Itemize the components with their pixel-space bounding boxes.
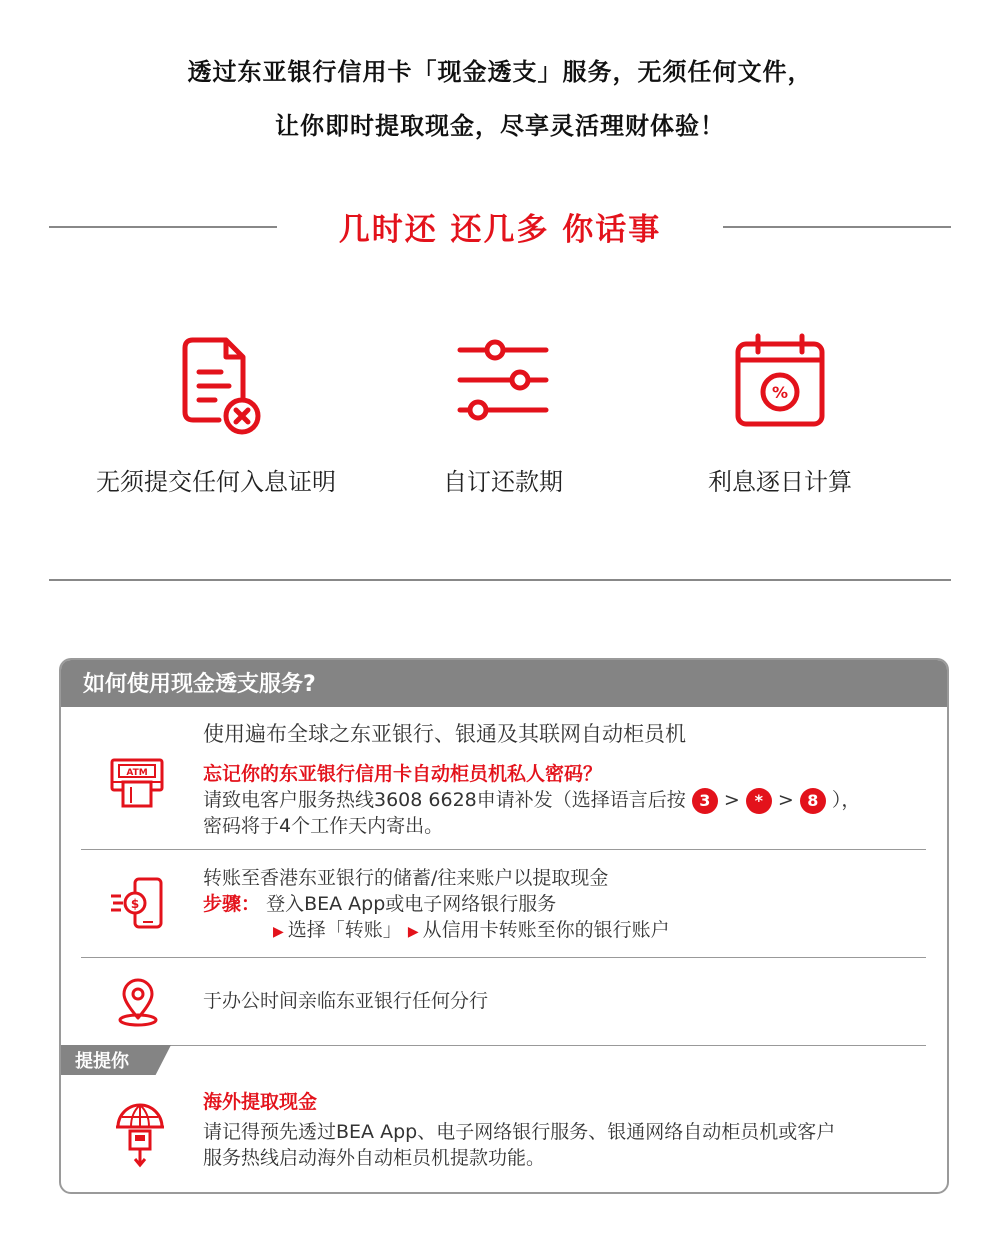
step-3: 从信用卡转账至你的银行账户 bbox=[422, 919, 670, 941]
feature-label: 利息逐日计算 bbox=[708, 468, 852, 496]
headline-line-2: 让你即时提取现金，尽享灵活理财体验！ bbox=[275, 112, 725, 140]
feature-custom-repayment bbox=[353, 330, 653, 496]
transfer-steps bbox=[203, 891, 556, 917]
key-8: 8 bbox=[800, 788, 826, 814]
feature-no-income-proof bbox=[66, 330, 366, 496]
divider-right bbox=[723, 226, 951, 228]
tip-label-text: 提提你 bbox=[75, 1051, 129, 1072]
overseas-title: 海外提取现金 bbox=[203, 1091, 318, 1113]
svg-text:%: % bbox=[771, 383, 789, 402]
key-3: 3 bbox=[692, 788, 718, 814]
panel-title: 如何使用现金透支服务? bbox=[61, 660, 947, 707]
branch-row bbox=[61, 958, 947, 1046]
phone-transfer-icon bbox=[109, 876, 165, 936]
forgot-pin-body-b: ）， bbox=[831, 789, 861, 811]
atm-line1: 使用遍布全球之东亚银行、银通及其联网自动柜员机 bbox=[203, 722, 686, 746]
atm-row bbox=[61, 707, 947, 850]
key-sep: > bbox=[777, 789, 794, 811]
calendar-percent-icon bbox=[730, 330, 830, 440]
branch-line1: 于办公时间亲临东亚银行任何分行 bbox=[203, 990, 489, 1012]
forgot-pin-body-a: 请致电客户服务热线3608 6628申请补发（选择语言后按 bbox=[203, 789, 686, 811]
forgot-pin-title: 忘记你的东亚银行信用卡自动柜员机私人密码？ bbox=[203, 763, 603, 785]
key-star: * bbox=[746, 788, 772, 814]
atm-icon bbox=[109, 757, 165, 813]
feature-label: 自订还款期 bbox=[443, 468, 563, 496]
atm-text: ATM bbox=[126, 768, 148, 778]
key-sep: > bbox=[723, 789, 740, 811]
slogan: 几时还 还几多 你话事 bbox=[338, 212, 662, 248]
transfer-line1: 转账至香港东亚银行的储蓄/往来账户以提取现金 bbox=[203, 867, 609, 889]
section-divider bbox=[49, 579, 951, 581]
step-2: 选择「转账」 bbox=[287, 919, 402, 941]
transfer-steps-2 bbox=[273, 917, 670, 945]
forgot-pin-body bbox=[203, 787, 860, 814]
svg-text:$: $ bbox=[130, 897, 140, 911]
forgot-pin-body-c: 密码将于4个工作天内寄出。 bbox=[203, 815, 444, 837]
row-separator bbox=[81, 1045, 926, 1046]
steps-label: 步骤： bbox=[203, 893, 261, 915]
location-pin-icon bbox=[116, 978, 160, 1032]
play-arrow-icon: ▶ bbox=[407, 924, 419, 940]
overseas-row bbox=[61, 1075, 947, 1192]
overseas-body-2: 服务热线启动海外自动柜员机提款功能。 bbox=[203, 1147, 546, 1169]
play-arrow-icon: ▶ bbox=[273, 924, 284, 940]
tip-label bbox=[61, 1045, 171, 1075]
how-to-use-panel bbox=[59, 658, 949, 1194]
transfer-row bbox=[61, 850, 947, 957]
document-x-icon bbox=[171, 330, 261, 440]
sliders-icon bbox=[448, 330, 558, 440]
headline-line-1: 透过东亚银行信用卡「现金透支」服务，无须任何文件， bbox=[187, 58, 813, 86]
feature-label: 无须提交任何入息证明 bbox=[96, 468, 336, 496]
step-1: 登入BEA App或电子网络银行服务 bbox=[266, 893, 557, 915]
globe-card-icon bbox=[113, 1103, 167, 1173]
overseas-body-1: 请记得预先透过BEA App、电子网络银行服务、银通网络自动柜员机或客户 bbox=[203, 1121, 836, 1143]
feature-daily-interest bbox=[630, 330, 930, 496]
